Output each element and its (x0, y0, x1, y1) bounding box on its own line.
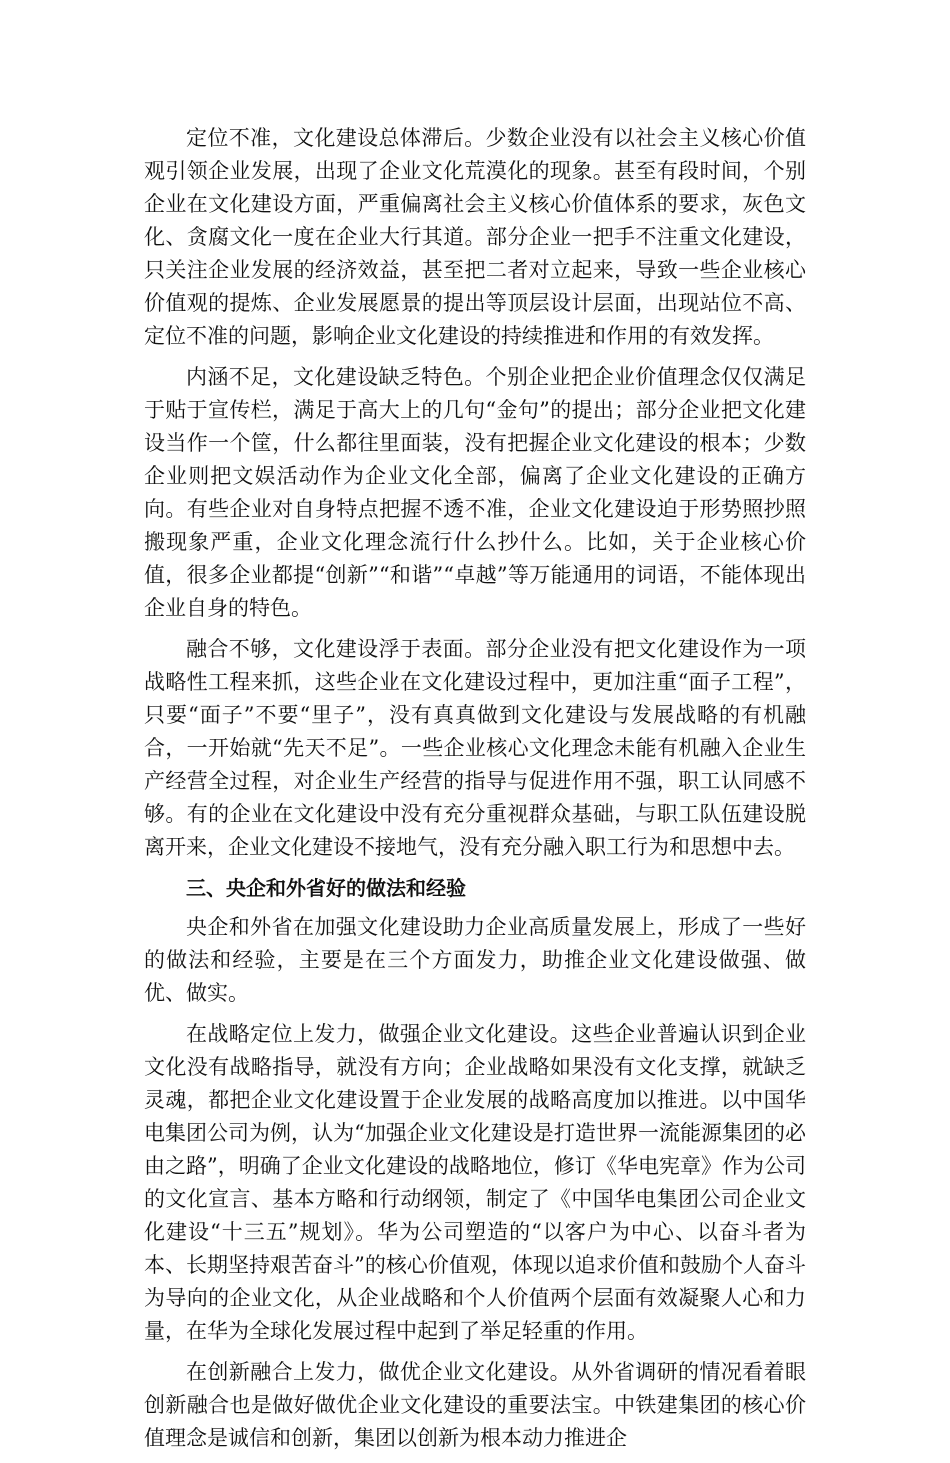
paragraph-positioning: 定位不准，文化建设总体滞后。少数企业没有以社会主义核心价值观引领企业发展，出现了企业文化荒漠化的现象。甚至有段时间，个别企业在文化建设方面，严重偏离社会主义核心价值体系的要求，灰色文化、贪腐文化一度在企业大行其道。部分企业一把手不注重文化建设，只关注企业发展的经济效益，甚至把二者对立起来，导致一些企业核心价值观的提炼、企业发展愿景的提出等顶层设计层面，出现站位不高、定位不准的问题，影响企业文化建设的持续推进和作用的有效发挥。 (144, 126, 806, 348)
paragraph-strategy: 在战略定位上发力，做强企业文化建设。这些企业普遍认识到企业文化没有战略指导，就没有方向；企业战略如果没有文化支撑，就缺乏灵魂，都把企业文化建设置于企业发展的战略高度加以推进。以中国华电集团公司为例，认为“加强企业文化建设是打造世界一流能源集团的必由之路”，明确了企业文化建设的战略地位，修订《华电宪章》作为公司的文化宣言、基本方略和行动纲领，制定了《中国华电集团公司企业文化建设“十三五”规划》。华为公司塑造的“以客户为中心、以奋斗者为本、长期坚持艰苦奋斗”的核心价值观，体现以追求价值和鼓励个人奋斗为导向的企业文化，从企业战略和个人价值两个层面有效凝聚人心和力量，在华为全球化发展过程中起到了举足轻重的作用。 (144, 1022, 806, 1343)
paragraph-intro: 央企和外省在加强文化建设助力企业高质量发展上，形成了一些好的做法和经验，主要是在三个方面发力，助推企业文化建设做强、做优、做实。 (144, 915, 806, 1005)
document-page (144, 122, 806, 1463)
paragraph-innovation: 在创新融合上发力，做优企业文化建设。从外省调研的情况看着眼创新融合也是做好做优企业文化建设的重要法宝。中铁建集团的核心价值理念是诚信和创新，集团以创新为根本动力推进企 (144, 1360, 806, 1450)
section-heading: 三、央企和外省好的做法和经验 (186, 876, 466, 900)
paragraph-integration: 融合不够，文化建设浮于表面。部分企业没有把文化建设作为一项战略性工程来抓，这些企业在文化建设过程中，更加注重“面子工程”，只要“面子”不要“里子”，没有真真做到文化建设与发展战略的有机融合，一开始就“先天不足”。一些企业核心文化理念未能有机融入企业生产经营全过程，对企业生产经营的指导与促进作用不强，职工认同感不够。有的企业在文化建设中没有充分重视群众基础，与职工队伍建设脱离开来，企业文化建设不接地气，没有充分融入职工行为和思想中去。 (144, 637, 806, 859)
paragraph-connotation: 内涵不足，文化建设缺乏特色。个别企业把企业价值理念仅仅满足于贴于宣传栏，满足于高大上的几句“金句”的提出；部分企业把文化建设当作一个筐，什么都往里面装，没有把握企业文化建设的根本；少数企业则把文娱活动作为企业文化全部，偏离了企业文化建设的正确方向。有些企业对自身特点把握不透不准，企业文化建设迫于形势照抄照搬现象严重，企业文化理念流行什么抄什么。比如，关于企业核心价值，很多企业都提“创新”“和谐”“卓越”等万能通用的词语，不能体现出企业自身的特色。 (144, 365, 806, 620)
